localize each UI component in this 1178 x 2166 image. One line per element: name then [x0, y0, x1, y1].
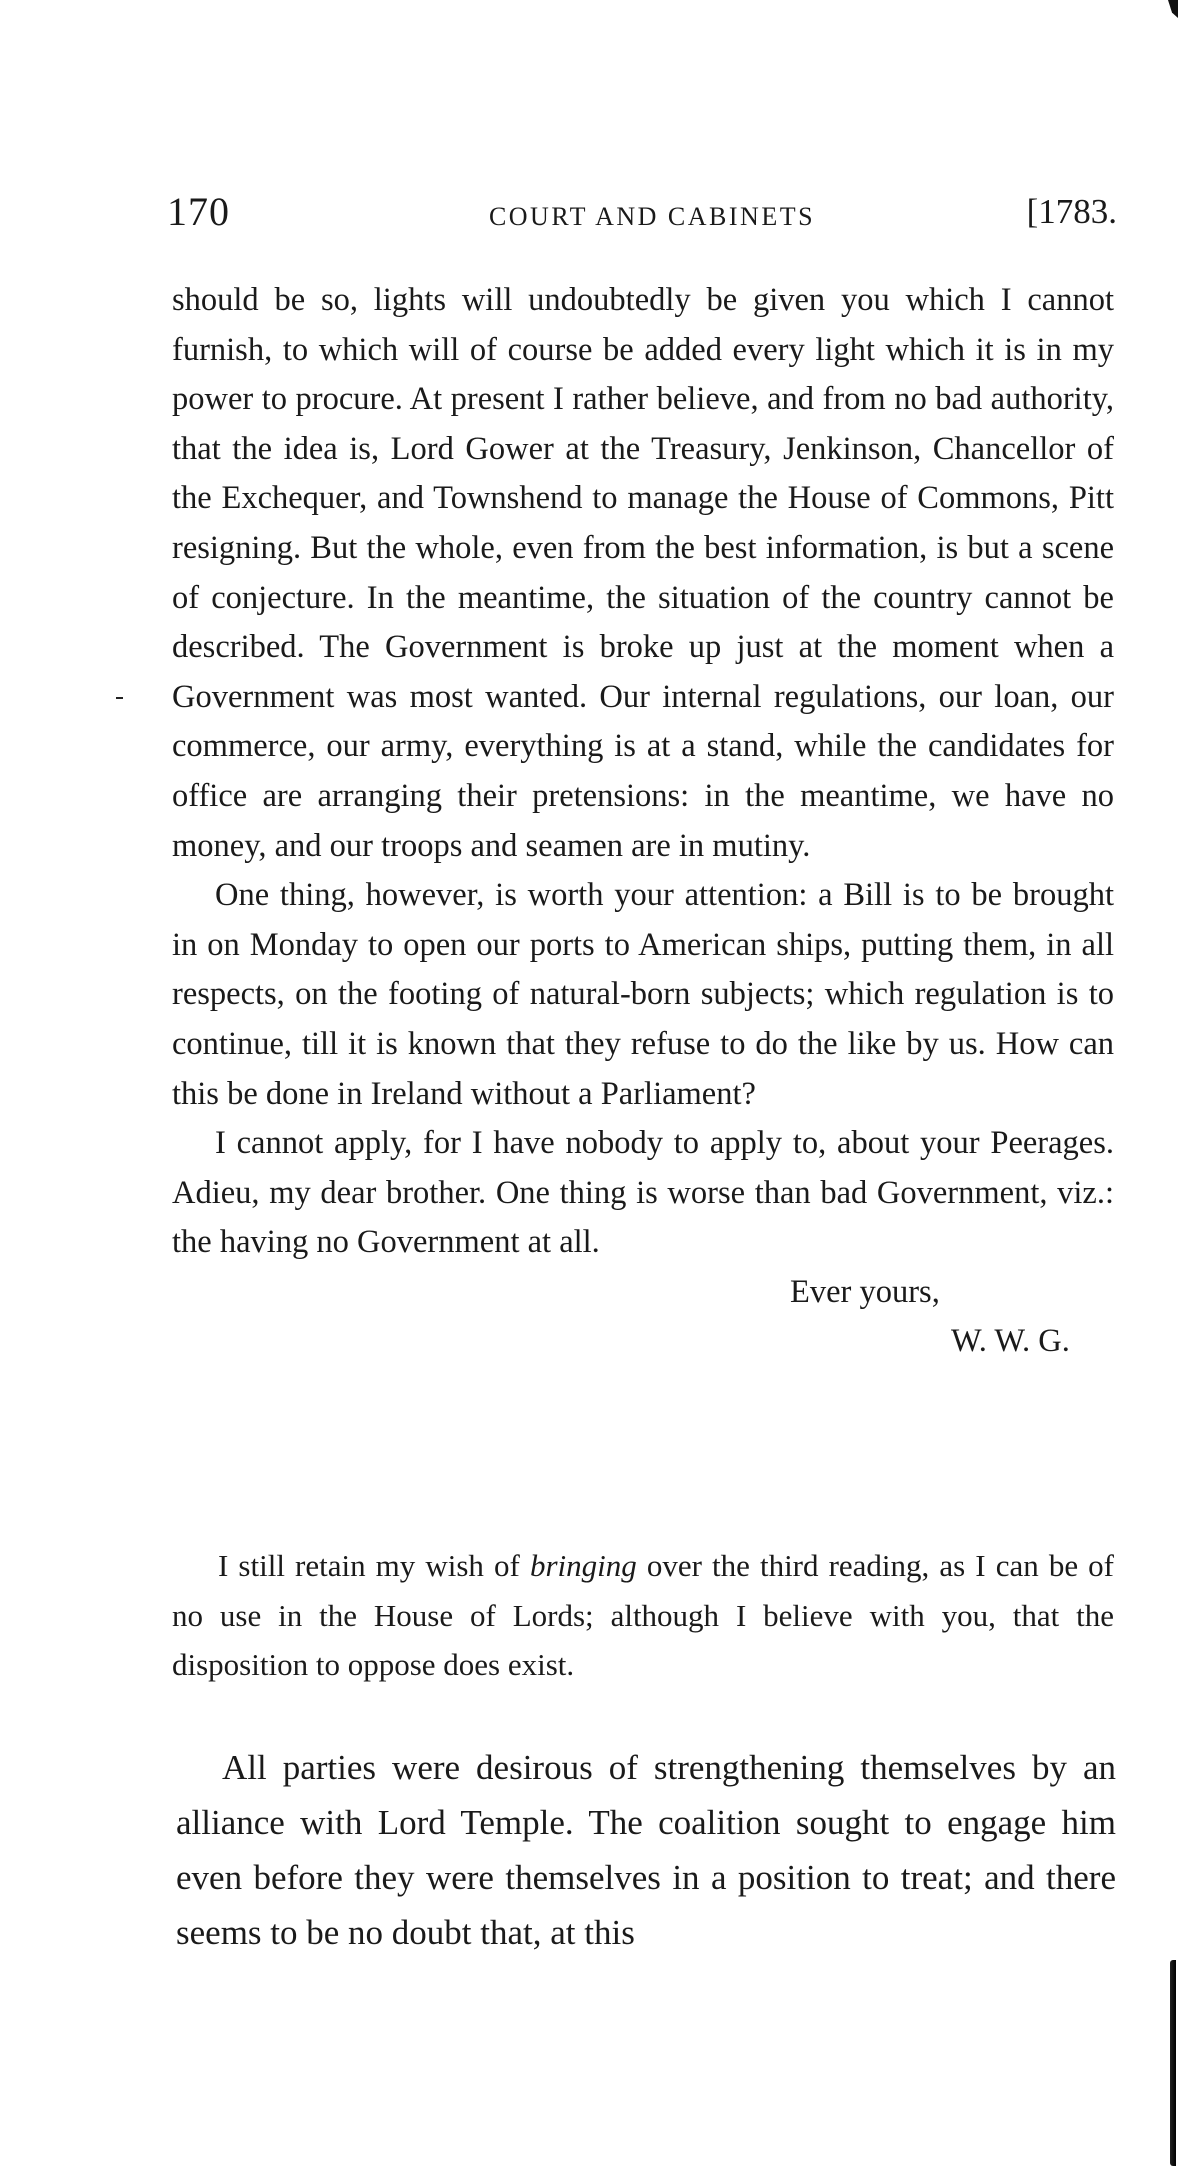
margin-mark: [116, 697, 123, 699]
scan-artifact-top: [1168, 0, 1178, 18]
postscript-text-start: I still retain my wish of: [218, 1548, 530, 1583]
scan-artifact-edge: [1170, 1960, 1176, 2166]
signature: W. W. G.: [951, 1323, 1070, 1360]
letter-paragraph: One thing, however, is worth your attention: a Bill is to be brought in on Monday to open our ports to American ships, putting them, in all respects, on the footing of natural-born subjects; which regulation is to continue, till it is known that they refuse to do the like by us. How can this be done in Ireland without a Parliament?: [172, 877, 1114, 1112]
postscript-text-end: over the third reading, as I can be of no use in the House of Lords; although I believe with you, that the disposition to oppose does exist.: [172, 1548, 1114, 1682]
postscript: [172, 1541, 1114, 1690]
running-head: COURT AND CABINETS: [488, 202, 816, 231]
valediction: Ever yours,: [790, 1273, 940, 1310]
page-header: [167, 188, 1117, 238]
narrative-text: [176, 1740, 1116, 1960]
postscript-italic-word: bringing: [529, 1548, 637, 1583]
letter-paragraph: should be so, lights will undoubtedly be given you which I cannot furnish, to which will of course be added every light which it is in my power to procure. At present I rather believe, and from no bad authority, that the idea is, Lord Gower at the Treasury, Jenkinson, Chancellor of the Exchequer, and Townshend to manage the House of Commons, Pitt resigning. But the whole, even from the best information, is but a scene of conjecture. In the meantime, the situation of the country cannot be described. The Government is broke up just at the moment when a Government was most wanted. Our internal regulations, our loan, our commerce, our army, everything is at a stand, while the candidates for office are arranging their pretensions: in the meantime, we have no money, and our troops and seamen are in mutiny.: [172, 282, 1114, 864]
narrative-paragraph: All parties were desirous of strengthening themselves by an alliance with Lord Temple. The coalition sought to engage him even before they were themselves in a position to treat; and there seems to be no doubt that, at this: [176, 1748, 1116, 1952]
letter-body: [172, 276, 1114, 1367]
page-number: 170: [167, 189, 230, 234]
year-mark: [1783.: [1026, 192, 1117, 231]
letter-paragraph: I cannot apply, for I have nobody to apply to, about your Peerages. Adieu, my dear brother. One thing is worse than bad Government, viz.: the having no Government at all.: [172, 1125, 1114, 1261]
postscript-paragraph: [172, 1541, 1114, 1690]
letter-closing: [172, 1268, 1114, 1367]
